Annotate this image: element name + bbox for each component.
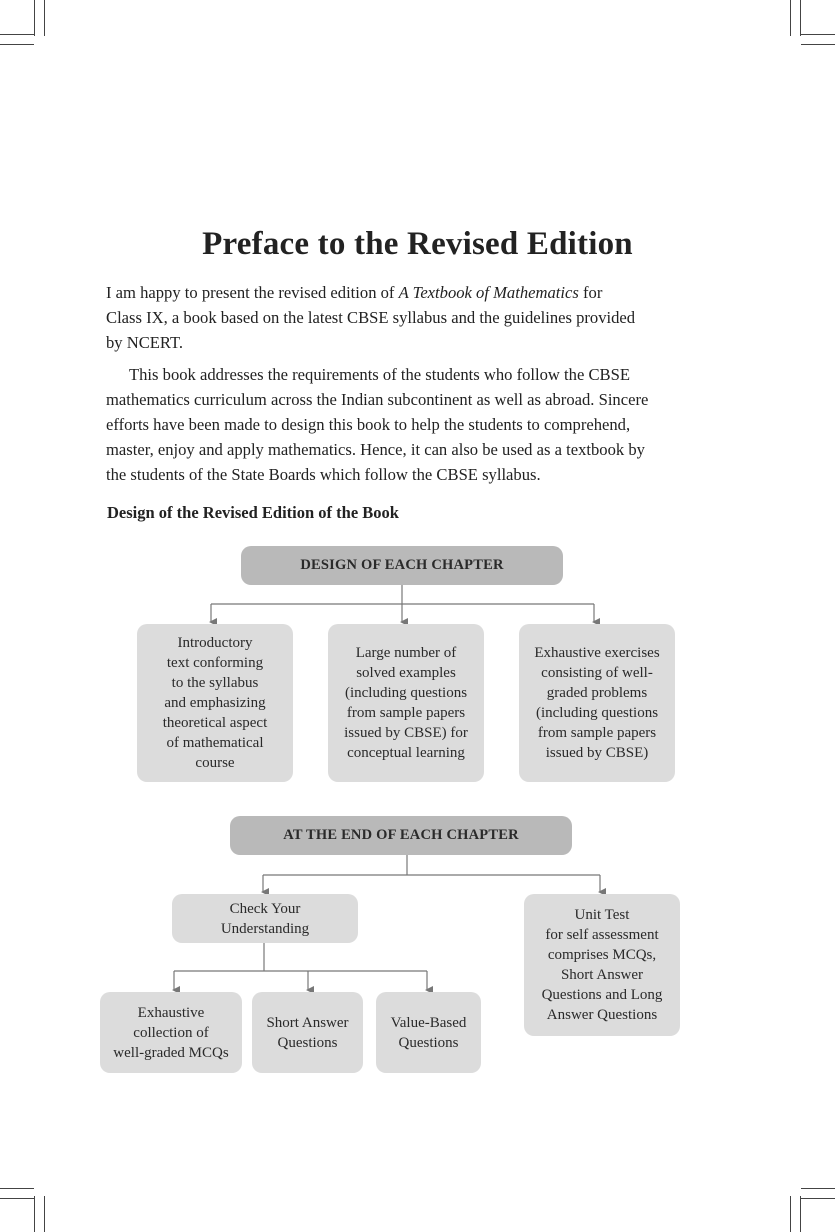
crop-mark [34,0,35,36]
design-box-exercises [519,624,675,782]
crop-mark [0,1188,34,1189]
end-of-chapter-header-box: AT THE END OF EACH CHAPTER [230,816,572,855]
box-line: Exhaustive exercises [534,645,660,661]
crop-mark [44,1196,45,1232]
box-line: Exhaustive [137,1004,205,1021]
paragraph-line: the students of the State Boards which follow the CBSE syllabus. [106,465,541,484]
short-answer-box [252,992,363,1073]
crop-mark [0,34,34,35]
box-line: (including questions [344,685,468,701]
box-line: of mathematical [166,735,264,751]
box-line: Short Answer [560,967,644,983]
mcq-collection-box [100,992,242,1073]
crop-mark [44,0,45,36]
box-line: issued by CBSE) for [344,725,468,741]
box-line: Value-Based [390,1014,467,1031]
crop-mark [790,1196,791,1232]
box-line: for self assessment [545,927,659,943]
book-title: A Textbook of Mathematics [398,283,579,302]
check-understanding-box [172,894,358,943]
box-line: collection of [133,1024,209,1041]
paragraph-line [106,280,718,305]
box-line: to the syllabus [171,675,259,691]
box-line: from sample papers [537,725,657,741]
design-box-solved-examples [328,624,484,782]
paragraph-line: by NCERT. [106,333,184,352]
box-line: graded problems [546,685,648,701]
paragraph-line: This book addresses the requirements of the students who follow the CBSE [129,365,630,384]
crop-mark [34,1196,35,1232]
design-header-box: DESIGN OF EACH CHAPTER [241,546,563,585]
design-box-introductory [137,624,293,782]
unit-test-box [524,894,680,1036]
box-line: Questions [277,1034,338,1051]
box-line: Introductory [177,635,253,651]
crop-mark [801,1188,835,1189]
crop-mark [800,0,801,36]
crop-mark [0,44,34,45]
box-line: well-graded MCQs [113,1044,229,1061]
box-line: from sample papers [346,705,466,721]
box-line: Understanding [220,920,310,937]
box-line: issued by CBSE) [545,745,649,761]
preface-paragraph-1 [106,280,718,355]
text-run: I am happy to present the revised edition of [106,283,399,302]
crop-mark [790,0,791,36]
box-line: theoretical aspect [162,715,268,731]
box-line: Short Answer [266,1014,349,1031]
box-line: course [195,755,235,771]
paragraph-line: Class IX, a book based on the latest CBSE syllabus and the guidelines provided [106,308,636,327]
crop-mark [801,34,835,35]
section-heading: Design of the Revised Edition of the Book [107,503,399,522]
page-title: Preface to the Revised Edition [202,226,633,262]
paragraph-line: master, enjoy and apply mathematics. Hence, it can also be used as a textbook by [106,440,645,459]
box-line: and emphasizing [164,695,266,711]
text-run: for [578,283,603,302]
box-line: solved examples [356,665,456,681]
preface-paragraph-2 [106,362,718,487]
box-line: conceptual learning [347,745,465,761]
crop-mark [800,1196,801,1232]
box-line: Check Your [229,900,301,917]
box-line: Unit Test [574,907,630,923]
value-based-box [376,992,481,1073]
box-line: Questions and Long [541,987,663,1003]
crop-mark [801,1198,835,1199]
box-line: comprises MCQs, [547,947,657,963]
box-line: Large number of [355,645,457,661]
box-line: Answer Questions [546,1007,658,1023]
paragraph-line: mathematics curriculum across the Indian subcontinent as well as abroad. Sincere [106,390,649,409]
box-line: consisting of well- [541,665,653,681]
box-line: (including questions [535,705,659,721]
box-line: text conforming [166,655,264,671]
box-line: Questions [398,1034,459,1051]
paragraph-line: efforts have been made to design this book to help the students to comprehend, [106,415,631,434]
crop-mark [0,1198,34,1199]
crop-mark [801,44,835,45]
